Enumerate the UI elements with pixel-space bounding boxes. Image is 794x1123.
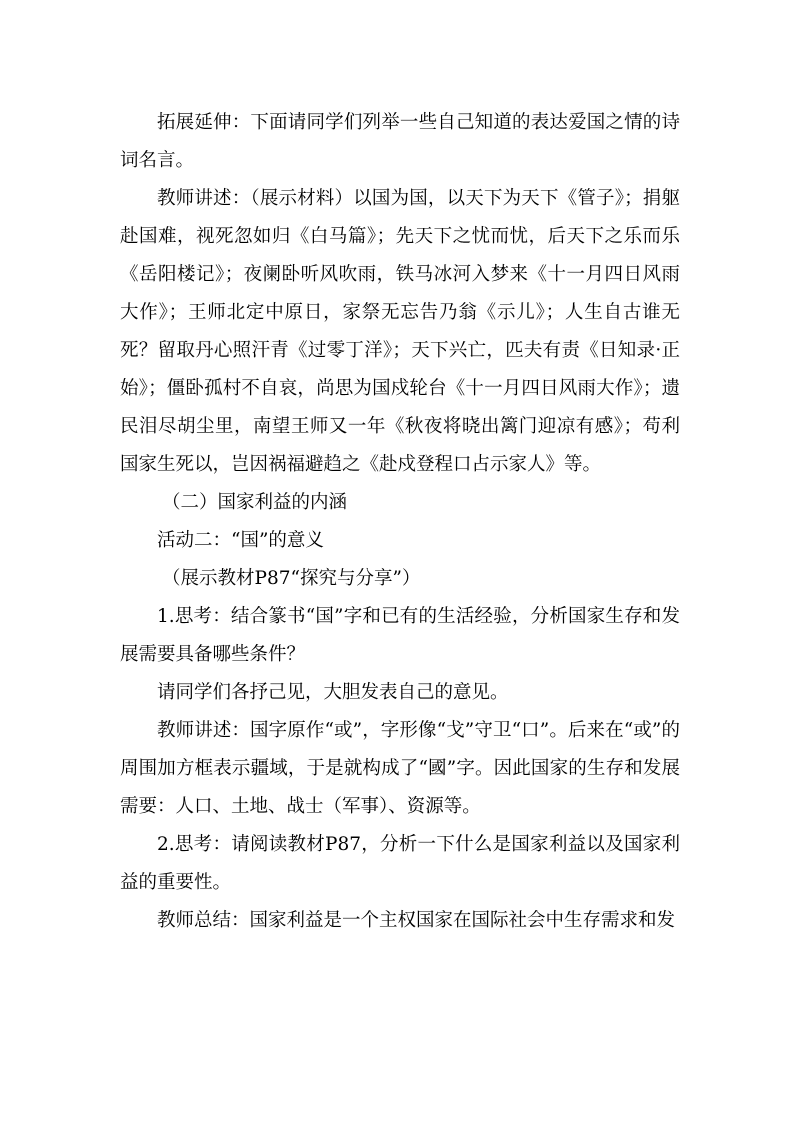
document-body: [120, 104, 680, 940]
paragraph-discussion-prompt: 请同学们各抒己见，大胆发表自己的意见。: [157, 682, 509, 703]
paragraph-question-one: 1.思考：结合篆书“国”字和已有的生活经验，分析国家生存和发展需要具备哪些条件？: [120, 606, 680, 665]
paragraph-textbook-reference: （展示教材P87“探究与分享”）: [162, 568, 421, 589]
paragraph-question-two: 2.思考：请阅读教材P87，分析一下什么是国家利益以及国家利益的重要性。: [120, 834, 680, 893]
section-heading-national-interest: （二）国家利益的内涵: [162, 492, 348, 513]
paragraph-teacher-summary: 教师总结：国家利益是一个主权国家在国际社会中生存需求和发: [157, 910, 676, 931]
paragraph-activity-two: 活动二：“国”的意义: [157, 530, 324, 551]
paragraph-teacher-poems: 教师讲述：（展示材料）以国为国，以天下为天下《管子》；捐躯赴国难，视死忽如归《白马篇》；先天下之忧而忧，后天下之乐而乐《岳阳楼记》；夜阑卧听风吹雨，铁马冰河入梦来《十一月四日风雨大作》；王师北定中原日，家祭无忘告乃翁《示儿》；人生自古谁无死？留取丹心照汗青《过零丁洋》；天下兴亡，匹夫有责《日知录·正始》；僵卧孤村不自哀，尚思为国戍轮台《十一月四日风雨大作》；遗民泪尽胡尘里，南望王师又一年《秋夜将晓出篱门迎凉有感》；苟利国家生死以，岂因祸福避趋之《赴戍登程口占示家人》等。: [120, 188, 680, 475]
paragraph-extension-prompt: 拓展延伸：下面请同学们列举一些自己知道的表达爱国之情的诗词名言。: [120, 112, 680, 171]
paragraph-teacher-character: 教师讲述：国字原作“或”，字形像“戈”守卫“口”。后来在“或”的周围加方框表示疆域，于是就构成了“國”字。因此国家的生存和发展需要：人口、土地、战士（军事）、资源等。: [120, 720, 680, 817]
